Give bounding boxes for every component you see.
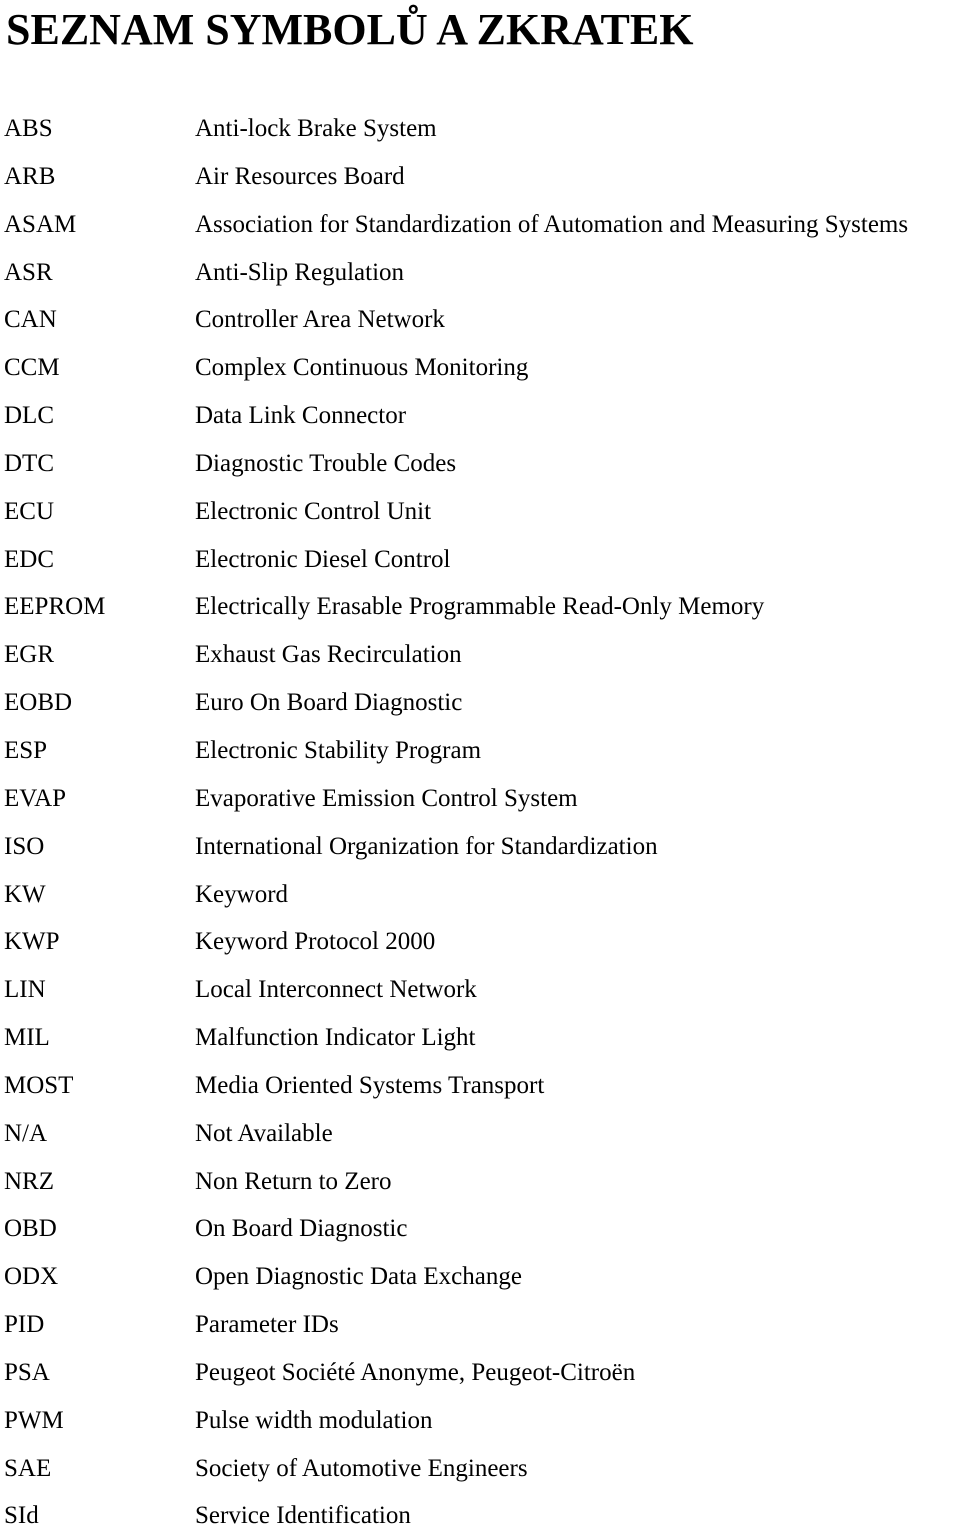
abbreviation-row — [0, 1158, 960, 1206]
abbreviation-row — [0, 1397, 960, 1445]
abbreviation-definition: International Organization for Standardization — [195, 832, 658, 860]
abbreviation-row — [0, 775, 960, 823]
abbreviation-row — [0, 1110, 960, 1158]
abbreviation-term: EGR — [4, 641, 54, 669]
abbreviation-definition: Malfunction Indicator Light — [195, 1024, 476, 1052]
abbreviation-term: ESP — [4, 736, 48, 764]
abbreviation-row — [0, 536, 960, 584]
abbreviation-definition: Service Identification — [195, 1502, 411, 1530]
abbreviation-definition: Anti-lock Brake System — [195, 115, 437, 142]
abbreviation-row — [0, 1445, 960, 1493]
page-title: SEZNAM SYMBOLŮ A ZKRATEK — [6, 5, 694, 54]
abbreviation-row — [0, 201, 960, 249]
abbreviation-term: ARB — [4, 162, 56, 190]
abbreviation-term: SId — [4, 1502, 39, 1530]
abbreviation-definition: Diagnostic Trouble Codes — [195, 449, 457, 477]
abbreviation-row — [0, 392, 960, 440]
abbreviation-term: ASR — [4, 258, 53, 286]
abbreviation-row — [0, 488, 960, 536]
abbreviation-definition: Air Resources Board — [195, 162, 405, 190]
abbreviation-row — [0, 966, 960, 1014]
abbreviation-row — [0, 440, 960, 488]
abbreviation-definition: Electrically Erasable Programmable Read-Only Memory — [195, 593, 765, 621]
abbreviation-row — [0, 631, 960, 679]
abbreviation-term: MIL — [4, 1024, 50, 1052]
abbreviation-term: ODX — [4, 1263, 59, 1291]
abbreviation-definition: Euro On Board Diagnostic — [195, 689, 463, 717]
abbreviation-definition: Local Interconnect Network — [195, 976, 477, 1004]
abbreviation-term: EOBD — [4, 689, 73, 717]
abbreviation-list — [0, 105, 960, 1540]
abbreviation-term: ECU — [4, 497, 54, 525]
abbreviation-term: PSA — [4, 1358, 50, 1386]
abbreviation-row — [0, 153, 960, 201]
abbreviation-definition: Evaporative Emission Control System — [195, 784, 578, 812]
abbreviation-row — [0, 249, 960, 297]
abbreviation-row — [0, 871, 960, 919]
abbreviation-definition: Data Link Connector — [195, 402, 407, 430]
abbreviation-row — [0, 105, 960, 153]
abbreviation-definition: Parameter IDs — [195, 1311, 339, 1339]
abbreviation-row — [0, 727, 960, 775]
abbreviation-term: EVAP — [4, 784, 67, 812]
abbreviation-definition: Electronic Diesel Control — [195, 545, 451, 573]
abbreviation-definition: Anti-Slip Regulation — [195, 258, 405, 286]
abbreviation-definition: Keyword — [195, 880, 289, 908]
abbreviation-row — [0, 583, 960, 631]
abbreviation-definition: Electronic Stability Program — [195, 736, 482, 764]
abbreviation-term: EDC — [4, 545, 54, 573]
abbreviation-term: OBD — [4, 1215, 57, 1243]
abbreviation-definition: Open Diagnostic Data Exchange — [195, 1263, 522, 1291]
abbreviation-term: EEPROM — [4, 593, 106, 621]
abbreviation-row — [0, 1301, 960, 1349]
abbreviation-term: PWM — [4, 1406, 64, 1434]
abbreviation-term: DLC — [4, 402, 54, 430]
abbreviation-row — [0, 823, 960, 871]
abbreviation-row — [0, 1062, 960, 1110]
abbreviation-term: NRZ — [4, 1167, 54, 1195]
abbreviation-term: ASAM — [4, 210, 77, 238]
abbreviation-row — [0, 679, 960, 727]
abbreviation-term: N/A — [4, 1119, 48, 1147]
abbreviation-row — [0, 1014, 960, 1062]
abbreviation-term: DTC — [4, 449, 54, 477]
abbreviation-definition: Complex Continuous Monitoring — [195, 354, 529, 382]
abbreviation-definition: Peugeot Société Anonyme, Peugeot-Citroën — [195, 1358, 636, 1386]
abbreviation-term: KWP — [4, 928, 60, 956]
abbreviation-row — [0, 1205, 960, 1253]
abbreviation-term: LIN — [4, 976, 46, 1004]
abbreviation-term: CAN — [4, 306, 57, 334]
abbreviation-definition: Association for Standardization of Automation and Measuring Systems — [195, 210, 909, 238]
abbreviation-row — [0, 1349, 960, 1397]
abbreviation-definition: Electronic Control Unit — [195, 497, 432, 525]
abbreviation-definition: Media Oriented Systems Transport — [195, 1071, 545, 1099]
abbreviation-row — [0, 296, 960, 344]
abbreviation-definition: Not Available — [195, 1119, 333, 1147]
abbreviation-definition: Society of Automotive Engineers — [195, 1454, 528, 1482]
abbreviation-definition: Exhaust Gas Recirculation — [195, 641, 462, 669]
abbreviation-term: MOST — [4, 1071, 74, 1099]
abbreviation-row — [0, 918, 960, 966]
abbreviation-term: SAE — [4, 1454, 52, 1482]
abbreviation-term: ISO — [4, 832, 45, 860]
abbreviation-definition: Controller Area Network — [195, 306, 445, 334]
abbreviation-definition: Non Return to Zero — [195, 1167, 392, 1195]
abbreviation-term: KW — [4, 880, 46, 908]
abbreviation-definition: On Board Diagnostic — [195, 1215, 408, 1243]
abbreviation-definition: Pulse width modulation — [195, 1406, 433, 1434]
abbreviation-definition: Keyword Protocol 2000 — [195, 928, 436, 956]
abbreviation-term: ABS — [4, 115, 53, 142]
abbreviation-term: PID — [4, 1311, 45, 1339]
abbreviation-term: CCM — [4, 354, 60, 382]
abbreviation-row — [0, 1253, 960, 1301]
abbreviation-row — [0, 344, 960, 392]
abbreviation-row — [0, 1492, 960, 1540]
